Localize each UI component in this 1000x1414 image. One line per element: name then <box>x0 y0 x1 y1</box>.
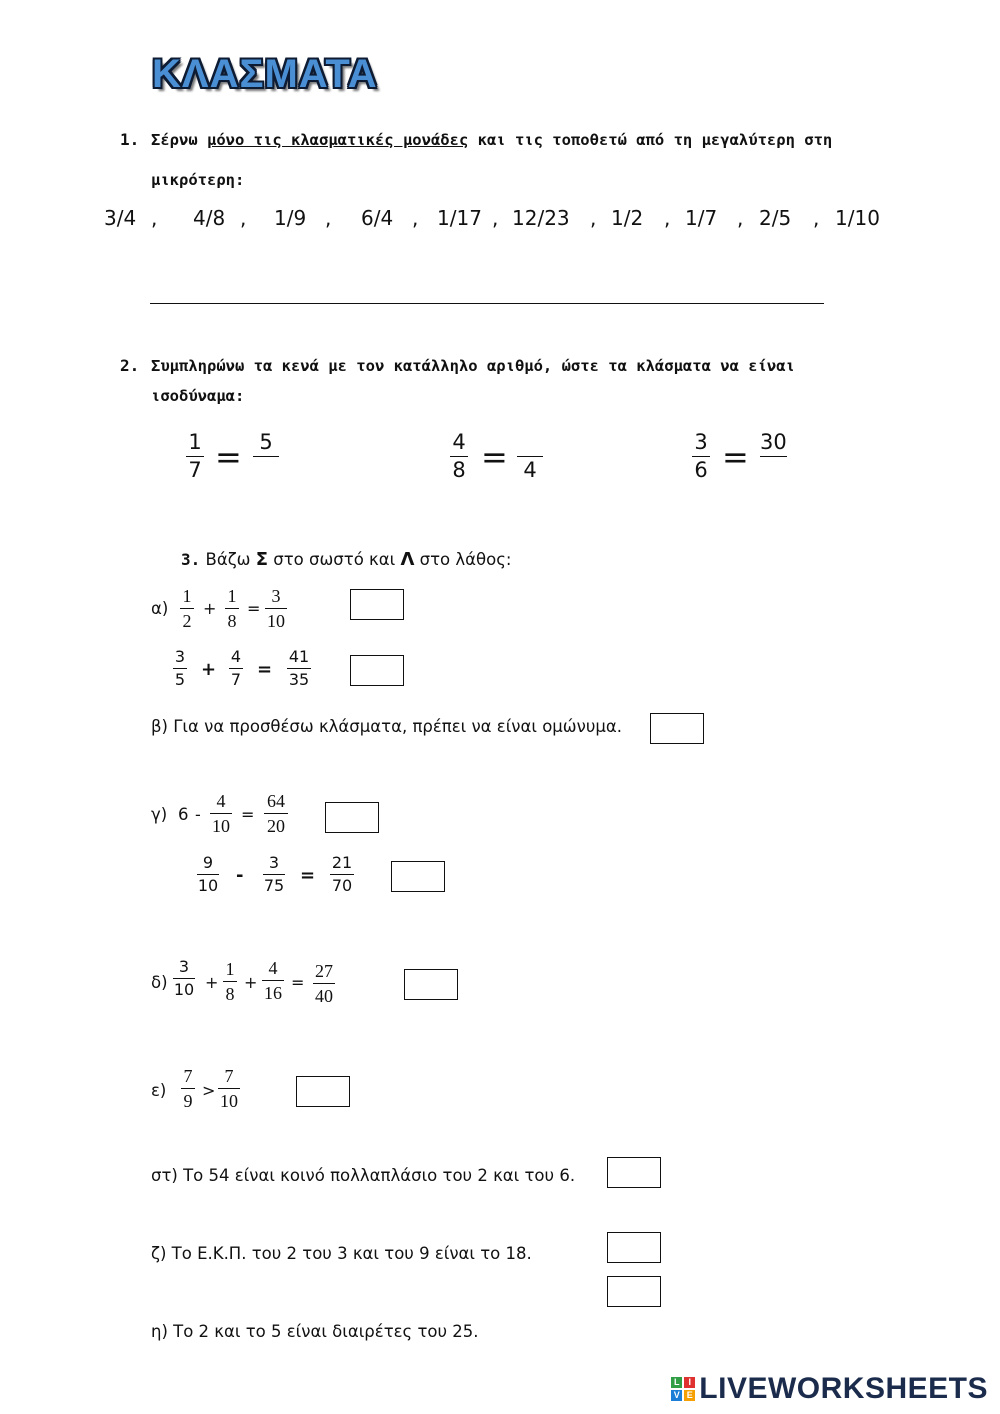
q3-e1-frac2 <box>218 1067 240 1110</box>
answer-box-a1[interactable] <box>350 589 404 620</box>
q2-eq3-equals: = <box>722 438 749 476</box>
q3-c1-result-denominator: 20 <box>267 816 285 836</box>
q3-st-text: στ) Το 54 είναι κοινό πολλαπλάσιο του 2 και του 6. <box>151 1166 576 1185</box>
q1-fraction-1: 3/4 <box>104 206 137 230</box>
q2-eq3-left-denominator: 6 <box>694 458 708 482</box>
q3-d1-frac3-bar <box>262 980 284 981</box>
q1-text-b: και τις τοποθετώ από τη μεγαλύτερη στη <box>468 131 833 149</box>
logo-square: V <box>671 1390 682 1401</box>
q1-fraction-3: 1/9 <box>274 206 307 230</box>
q2-eq3-left-bar <box>692 456 710 457</box>
q3-d1-result <box>313 962 335 1005</box>
q1-separator: , <box>664 206 671 230</box>
q2-eq3-right-denominator <box>770 460 777 481</box>
q3-c2-equals: = <box>300 865 316 886</box>
q3-e1-frac1-denominator: 9 <box>183 1091 193 1111</box>
answer-box-st[interactable] <box>607 1157 661 1188</box>
q3-c2-frac1-denominator: 10 <box>197 876 219 895</box>
q3-e1-frac1 <box>181 1067 195 1110</box>
q1-separator: , <box>590 206 597 230</box>
q1-number: 1. <box>120 130 140 149</box>
q3-instruction <box>181 549 511 570</box>
answer-box-h[interactable] <box>607 1276 661 1307</box>
q1-separator: , <box>151 206 158 230</box>
q3-a1-equals: = <box>247 599 261 618</box>
q2-eq2-right-numerator <box>527 432 534 453</box>
q3-a2-frac2 <box>229 649 243 688</box>
q3-sigma: Σ <box>255 549 269 570</box>
q1-fraction-6: 12/23 <box>512 206 570 230</box>
q3-a1-frac1-bar <box>180 608 194 609</box>
q2-eq1-right-denominator <box>263 460 270 481</box>
q3-a2-op: + <box>201 659 217 680</box>
q1-separator: , <box>737 206 744 230</box>
q3-a2-equals: = <box>257 659 273 680</box>
q1-instruction-cont: μικρότερη: <box>151 171 245 189</box>
q3-a2-frac1-numerator: 3 <box>174 647 186 666</box>
q3-a2-result-bar <box>287 668 311 669</box>
q1-fraction-7: 1/2 <box>611 206 644 230</box>
q3-d1-frac2-numerator: 1 <box>225 959 235 979</box>
q3-a1-result-bar <box>265 608 287 609</box>
q3-a1-result <box>265 587 287 630</box>
q3-d1-frac3 <box>262 959 284 1002</box>
q2-eq1-left-denominator: 7 <box>188 458 202 482</box>
q1-answer-line[interactable] <box>150 303 824 304</box>
q2-eq3-left-numerator: 3 <box>694 430 708 454</box>
q3-number: 3. <box>181 550 201 569</box>
q3-a1-frac2-bar <box>225 608 239 609</box>
answer-box-c1[interactable] <box>325 802 379 833</box>
q3-a1-result-denominator: 10 <box>267 611 285 631</box>
answer-box-a2[interactable] <box>350 655 404 686</box>
q3-c2-result-denominator: 70 <box>331 876 353 895</box>
q3-text-b: στο σωστό και <box>268 550 401 569</box>
q2-eq2-left-numerator: 4 <box>452 430 466 454</box>
q3-c2-frac2-numerator: 3 <box>268 853 280 872</box>
q3-a2-frac2-denominator: 7 <box>230 670 242 689</box>
q3-c2-frac2-bar <box>263 874 285 875</box>
q3-a2-frac1-bar <box>173 668 187 669</box>
q3-c2-op: - <box>236 865 244 886</box>
q1-fraction-9: 2/5 <box>759 206 792 230</box>
q3-d1-frac1-bar <box>173 978 195 979</box>
q3-a1-frac2-denominator: 8 <box>227 611 237 631</box>
q3-c1-frac-numerator: 4 <box>216 791 226 811</box>
q1-fraction-5: 1/17 <box>437 206 482 230</box>
q3-c1-result-bar <box>264 813 288 814</box>
q3-d1-frac1 <box>173 959 195 998</box>
logo-square: E <box>684 1390 695 1401</box>
q3-a1-frac1-denominator: 2 <box>182 611 192 631</box>
q3-a2-frac1 <box>173 649 187 688</box>
q3-c2-frac1-numerator: 9 <box>202 853 214 872</box>
q3-d1-frac2-bar <box>223 981 237 982</box>
q3-a1-op: + <box>203 599 217 618</box>
q3-a2-result <box>287 649 311 688</box>
q2-instruction-cont: ισοδύναμα: <box>151 387 245 405</box>
q3-c1-frac <box>210 792 232 835</box>
q1-fraction-8: 1/7 <box>685 206 718 230</box>
q3-d1-op1: + <box>205 973 219 992</box>
q3-a1-result-numerator: 3 <box>271 586 281 606</box>
q3-c2-frac2 <box>263 855 285 894</box>
q2-eq2-left-bar <box>450 456 468 457</box>
q2-eq2-left-denominator: 8 <box>452 458 466 482</box>
q2-eq1-left <box>186 432 204 481</box>
q2-eq1-equals: = <box>215 438 242 476</box>
q3-c2-result-numerator: 21 <box>331 853 353 872</box>
q3-d1-result-bar <box>313 983 335 984</box>
q3-c-label: γ) <box>151 805 168 824</box>
q1-separator: , <box>492 206 499 230</box>
q3-c1-frac-denominator: 10 <box>212 816 230 836</box>
q3-d1-equals: = <box>291 973 305 992</box>
logo-icon <box>671 1377 695 1401</box>
logo-text: LIVEWORKSHEETS <box>699 1372 988 1405</box>
q3-c2-result <box>330 855 354 894</box>
q2-eq3-right <box>760 432 787 481</box>
q3-a2-frac2-bar <box>229 668 243 669</box>
q3-c2-frac1-bar <box>197 874 219 875</box>
q3-a1-frac2-numerator: 1 <box>227 586 237 606</box>
answer-box-b[interactable] <box>650 713 704 744</box>
q3-lambda: Λ <box>400 549 415 570</box>
q3-c1-result <box>264 792 288 835</box>
q2-eq3-right-numerator: 30 <box>760 430 787 454</box>
q3-e1-frac1-numerator: 7 <box>183 1066 193 1086</box>
q3-a2-result-numerator: 41 <box>288 647 310 666</box>
q3-e1-frac2-bar <box>218 1088 240 1089</box>
q1-text-underlined: μόνο τις κλασματικές μονάδες <box>207 131 469 149</box>
q3-a2-result-denominator: 35 <box>288 670 310 689</box>
q3-c1-result-numerator: 64 <box>267 791 285 811</box>
q3-e-label: ε) <box>151 1081 167 1100</box>
q1-instruction <box>151 131 832 149</box>
q3-a2-frac1-denominator: 5 <box>174 670 186 689</box>
q3-a-label: α) <box>151 599 169 618</box>
q1-fraction-2: 4/8 <box>193 206 226 230</box>
q2-eq1-right-bar <box>253 456 279 457</box>
q3-e1-frac2-denominator: 10 <box>220 1091 238 1111</box>
liveworksheets-logo <box>671 1372 988 1406</box>
q3-a1-frac1-numerator: 1 <box>182 586 192 606</box>
answer-box-e[interactable] <box>296 1076 350 1107</box>
q3-d1-frac1-denominator: 10 <box>173 980 195 999</box>
q3-b-text: β) Για να προσθέσω κλάσματα, πρέπει να είναι ομώνυμα. <box>151 717 622 736</box>
q3-c2-frac2-denominator: 75 <box>263 876 285 895</box>
logo-square: L <box>671 1377 682 1388</box>
q2-eq2-equals: = <box>481 438 508 476</box>
q1-fraction-4: 6/4 <box>361 206 394 230</box>
q2-eq2-right-bar <box>517 456 543 457</box>
q1-separator: , <box>813 206 820 230</box>
q2-eq1-left-bar <box>186 456 204 457</box>
q3-e1-op: > <box>202 1081 216 1100</box>
answer-box-c2[interactable] <box>391 861 445 892</box>
q2-eq3-right-bar <box>760 456 787 457</box>
q3-text-a: Βάζω <box>205 550 256 569</box>
q3-d1-result-denominator: 40 <box>315 986 333 1006</box>
q3-c1-frac-bar <box>210 813 232 814</box>
q2-eq1-right <box>253 432 279 481</box>
q3-c1-op: - <box>195 805 201 824</box>
q3-c2-result-bar <box>330 874 354 875</box>
q2-number: 2. <box>120 356 140 375</box>
q1-separator: , <box>325 206 332 230</box>
q3-h-text: η) Το 2 και το 5 είναι διαιρέτες του 25. <box>151 1322 479 1341</box>
q1-text-a: Σέρνω <box>151 131 207 149</box>
q3-c1-whole: 6 <box>178 805 189 824</box>
q2-eq3-left <box>692 432 710 481</box>
q3-a1-frac1 <box>180 587 194 630</box>
q3-c2-frac1 <box>197 855 219 894</box>
q3-d1-op2: + <box>244 973 258 992</box>
q3-d1-result-numerator: 27 <box>315 961 333 981</box>
q1-separator: , <box>412 206 419 230</box>
q3-d1-frac2-denominator: 8 <box>225 984 235 1004</box>
q2-eq1-left-numerator: 1 <box>188 430 202 454</box>
q2-eq2-right <box>517 432 543 481</box>
q3-d1-frac1-numerator: 3 <box>178 957 190 976</box>
q3-d-label: δ) <box>151 973 168 992</box>
q3-z-text: ζ) Το Ε.Κ.Π. του 2 του 3 και του 9 είναι το 18. <box>151 1244 532 1263</box>
q2-eq1-right-numerator: 5 <box>259 430 273 454</box>
q2-eq2-right-denominator: 4 <box>523 458 537 482</box>
answer-box-z[interactable] <box>607 1232 661 1263</box>
q1-fraction-10: 1/10 <box>835 206 880 230</box>
q3-d1-frac3-denominator: 16 <box>264 983 282 1003</box>
q3-text-c: στο λάθος: <box>414 550 512 569</box>
q3-a2-frac2-numerator: 4 <box>230 647 242 666</box>
q2-eq2-left <box>450 432 468 481</box>
answer-box-d[interactable] <box>404 969 458 1000</box>
q1-separator: , <box>240 206 247 230</box>
q2-instruction: Συμπληρώνω τα κενά με τον κατάλληλο αριθμό, ώστε τα κλάσματα να είναι <box>151 357 795 375</box>
q3-d1-frac3-numerator: 4 <box>268 958 278 978</box>
q3-e1-frac1-bar <box>181 1088 195 1089</box>
q3-c1-equals: = <box>241 805 255 824</box>
logo-square: I <box>684 1377 695 1388</box>
q3-e1-frac2-numerator: 7 <box>224 1066 234 1086</box>
page-title: ΚΛΑΣΜΑΤΑ <box>152 52 378 96</box>
q3-a1-frac2 <box>225 587 239 630</box>
q3-d1-frac2 <box>223 960 237 1003</box>
